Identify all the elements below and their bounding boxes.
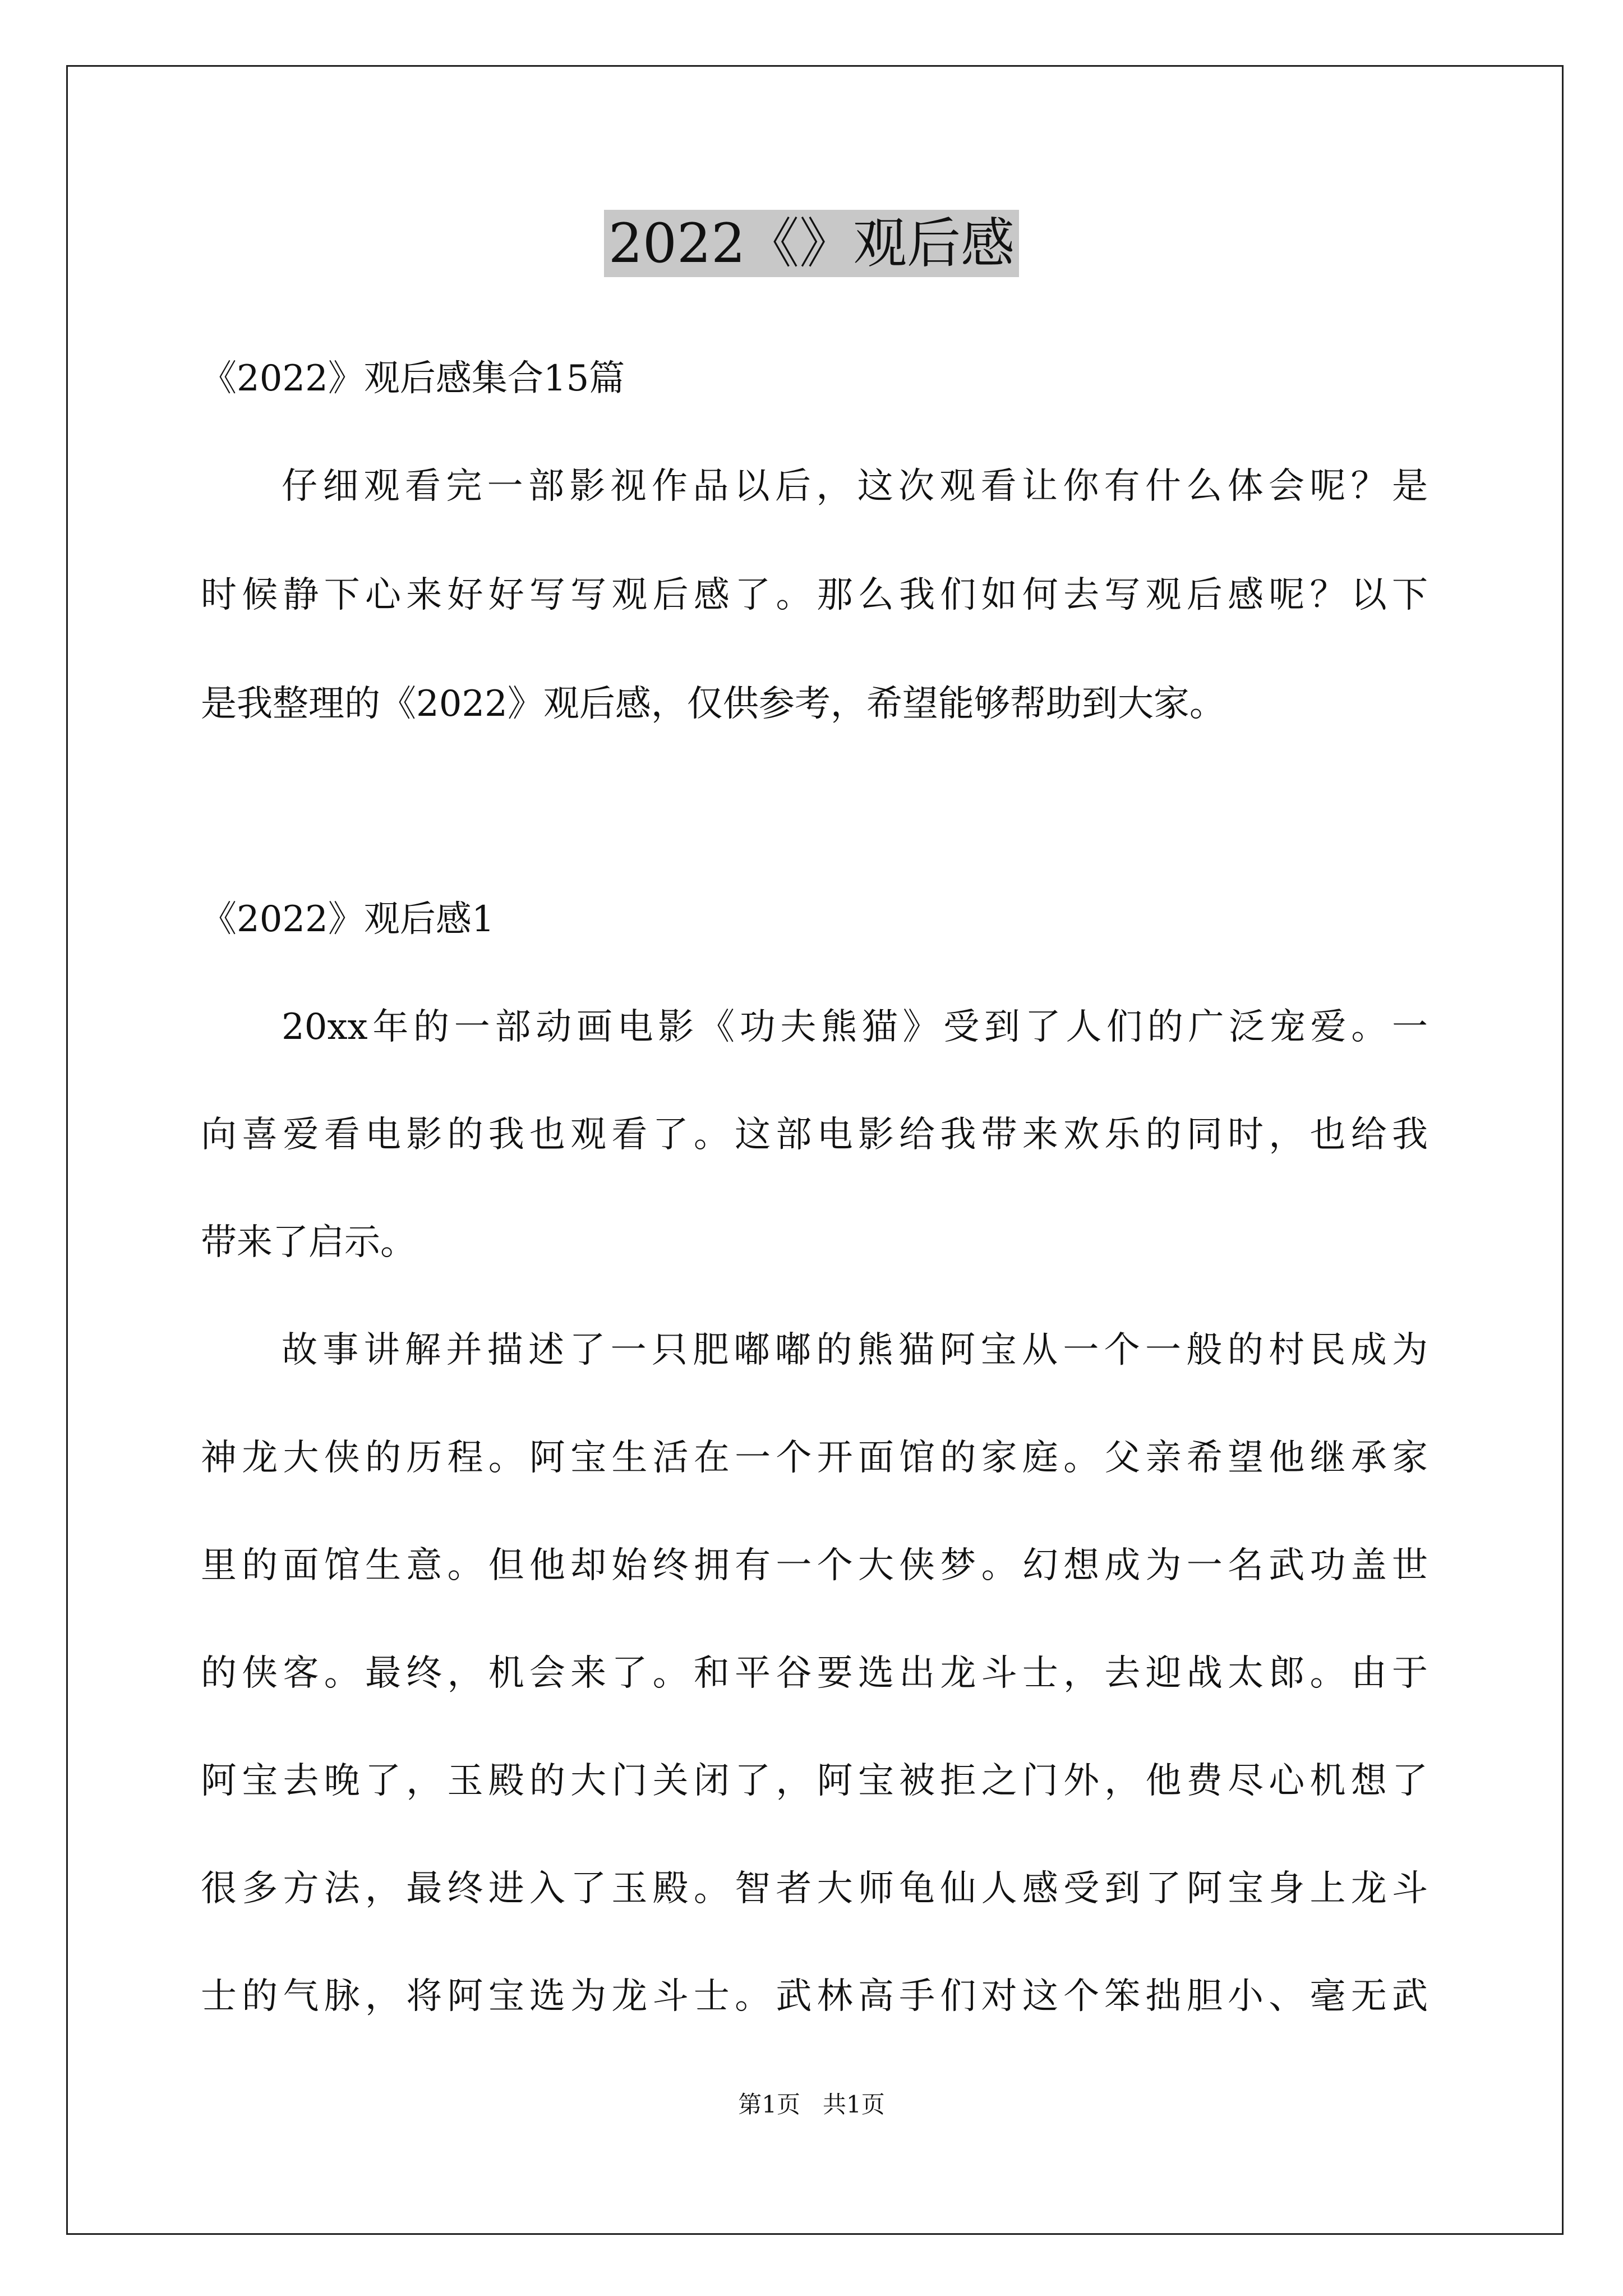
paragraph-line: 士的气脉，将阿宝选为龙斗士。武林高手们对这个笨拙胆小、毫无武 (201, 1976, 1428, 2017)
paragraph-line: 很多方法，最终进入了玉殿。智者大师龟仙人感受到了阿宝身上龙斗 (201, 1868, 1428, 1910)
document-subtitle: 《2022》观后感集合15篇 (201, 358, 625, 399)
paragraph-line: 故事讲解并描述了一只肥嘟嘟的熊猫阿宝从一个一般的村民成为 (282, 1329, 1428, 1371)
page-footer: 第1页 共1页 (738, 2091, 885, 2118)
paragraph-line: 里的面馆生意。但他却始终拥有一个大侠梦。幻想成为一名武功盖世 (201, 1545, 1428, 1586)
paragraph-line: 带来了启示。 (201, 1222, 416, 1263)
intro-line: 时候静下心来好好写写观后感了。那么我们如何去写观后感呢？以下 (201, 574, 1428, 616)
document-title-text: 2022《》观后感 (604, 210, 1019, 277)
paragraph-line: 20xx年的一部动画电影《功夫熊猫》受到了人们的广泛宠爱。一 (282, 1006, 1428, 1048)
intro-line: 仔细观看完一部影视作品以后，这次观看让你有什么体会呢？是 (282, 466, 1428, 507)
intro-line: 是我整理的《2022》观后感，仅供参考，希望能够帮助到大家。 (201, 683, 1225, 725)
section-heading: 《2022》观后感1 (201, 899, 495, 940)
paragraph-line: 阿宝去晚了，玉殿的大门关闭了，阿宝被拒之门外，他费尽心机想了 (201, 1760, 1428, 1802)
paragraph-line: 的侠客。最终，机会来了。和平谷要选出龙斗士，去迎战太郎。由于 (201, 1653, 1428, 1694)
document-title (0, 204, 1623, 283)
paragraph-line: 神龙大侠的历程。阿宝生活在一个开面馆的家庭。父亲希望他继承家 (201, 1437, 1428, 1479)
paragraph-line: 向喜爱看电影的我也观看了。这部电影给我带来欢乐的同时，也给我 (201, 1114, 1428, 1156)
